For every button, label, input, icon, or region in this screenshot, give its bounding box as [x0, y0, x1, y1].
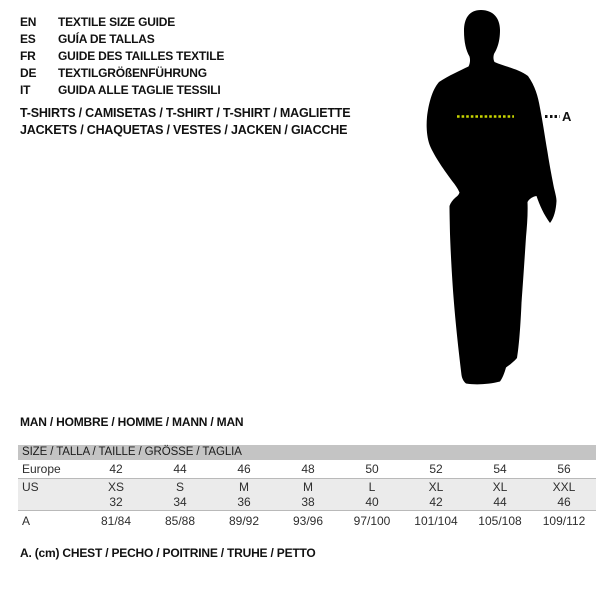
size-cell: 105/108 — [478, 513, 522, 528]
measure-a-label: A — [562, 109, 572, 124]
size-cell: XS — [107, 479, 124, 494]
size-cell: 109/112 — [542, 513, 586, 528]
man-silhouette-icon — [423, 8, 563, 386]
size-cell: M — [303, 479, 313, 494]
language-row-it — [20, 82, 224, 99]
size-cell: 42 — [109, 462, 123, 476]
size-cell: 44 — [493, 495, 507, 510]
size-cell: 44 — [173, 462, 187, 476]
size-cell: 52 — [429, 462, 443, 476]
size-cell: 50 — [365, 462, 379, 476]
language-row-fr — [20, 48, 224, 65]
language-guide-title: GUÍA DE TALLAS — [58, 32, 155, 46]
size-cell: 46 — [237, 462, 251, 476]
size-cell: 40 — [365, 495, 379, 510]
size-cell: 85/88 — [164, 513, 196, 528]
man-silhouette-figure — [423, 8, 588, 388]
size-cell: 46 — [557, 495, 571, 510]
table-row-chest-cm — [18, 511, 596, 530]
language-code: FR — [20, 49, 36, 63]
size-cell: XL — [428, 479, 444, 494]
size-table-header: SIZE / TALLA / TAILLE / GRÖSSE / TAGLIA — [18, 445, 596, 460]
category-jackets: JACKETS / CHAQUETAS / VESTES / JACKEN / GIACCHE — [20, 122, 348, 137]
size-cell: 36 — [237, 495, 251, 510]
language-guide-title: TEXTILE SIZE GUIDE — [58, 15, 176, 29]
table-us-band — [18, 478, 596, 511]
size-cell: 34 — [173, 495, 187, 510]
row-label: US — [22, 479, 39, 494]
size-cell: 56 — [557, 462, 571, 476]
chest-measure-footnote: A. (cm) CHEST / PECHO / POITRINE / TRUHE / PETTO — [20, 546, 316, 560]
size-cell: 81/84 — [100, 513, 132, 528]
table-row-us-letter — [18, 479, 596, 495]
size-cell: 89/92 — [228, 513, 260, 528]
language-guide-title: GUIDE DES TAILLES TEXTILE — [58, 49, 225, 63]
size-cell: 101/104 — [414, 513, 458, 528]
chest-measure-dashes-outside — [545, 115, 560, 118]
size-cell: 54 — [493, 462, 507, 476]
size-cell: L — [368, 479, 376, 494]
table-row-europe — [18, 460, 596, 478]
size-cell: XXL — [552, 479, 576, 494]
size-table — [18, 445, 596, 530]
table-row-us-numeric — [18, 495, 596, 511]
size-cell: S — [175, 479, 184, 494]
language-guide-title: GUIDA ALLE TAGLIE TESSILI — [58, 83, 221, 97]
row-label: Europe — [22, 462, 61, 476]
language-code: IT — [20, 83, 31, 97]
size-cell: XL — [492, 479, 508, 494]
language-guide-title: TEXTILGRÖßENFÜHRUNG — [58, 66, 207, 80]
man-silhouette-path — [427, 10, 557, 384]
size-cell: 42 — [429, 495, 443, 510]
language-list — [20, 14, 224, 99]
language-row-es — [20, 31, 224, 48]
language-code: ES — [20, 32, 36, 46]
size-cell: 97/100 — [353, 513, 391, 528]
size-cell: M — [239, 479, 249, 494]
size-cell: 38 — [301, 495, 315, 510]
row-label: A — [22, 513, 31, 528]
language-code: DE — [20, 66, 37, 80]
language-row-en — [20, 14, 224, 31]
category-tshirts: T-SHIRTS / CAMISETAS / T-SHIRT / T-SHIRT / MAGLIETTE — [20, 106, 351, 120]
size-cell: 93/96 — [292, 513, 324, 528]
section-title-man: MAN / HOMBRE / HOMME / MANN / MAN — [20, 415, 244, 429]
language-code: EN — [20, 15, 37, 29]
size-cell: 32 — [109, 495, 123, 510]
size-cell: 48 — [301, 462, 315, 476]
language-row-de — [20, 65, 224, 82]
category-list — [20, 105, 350, 138]
